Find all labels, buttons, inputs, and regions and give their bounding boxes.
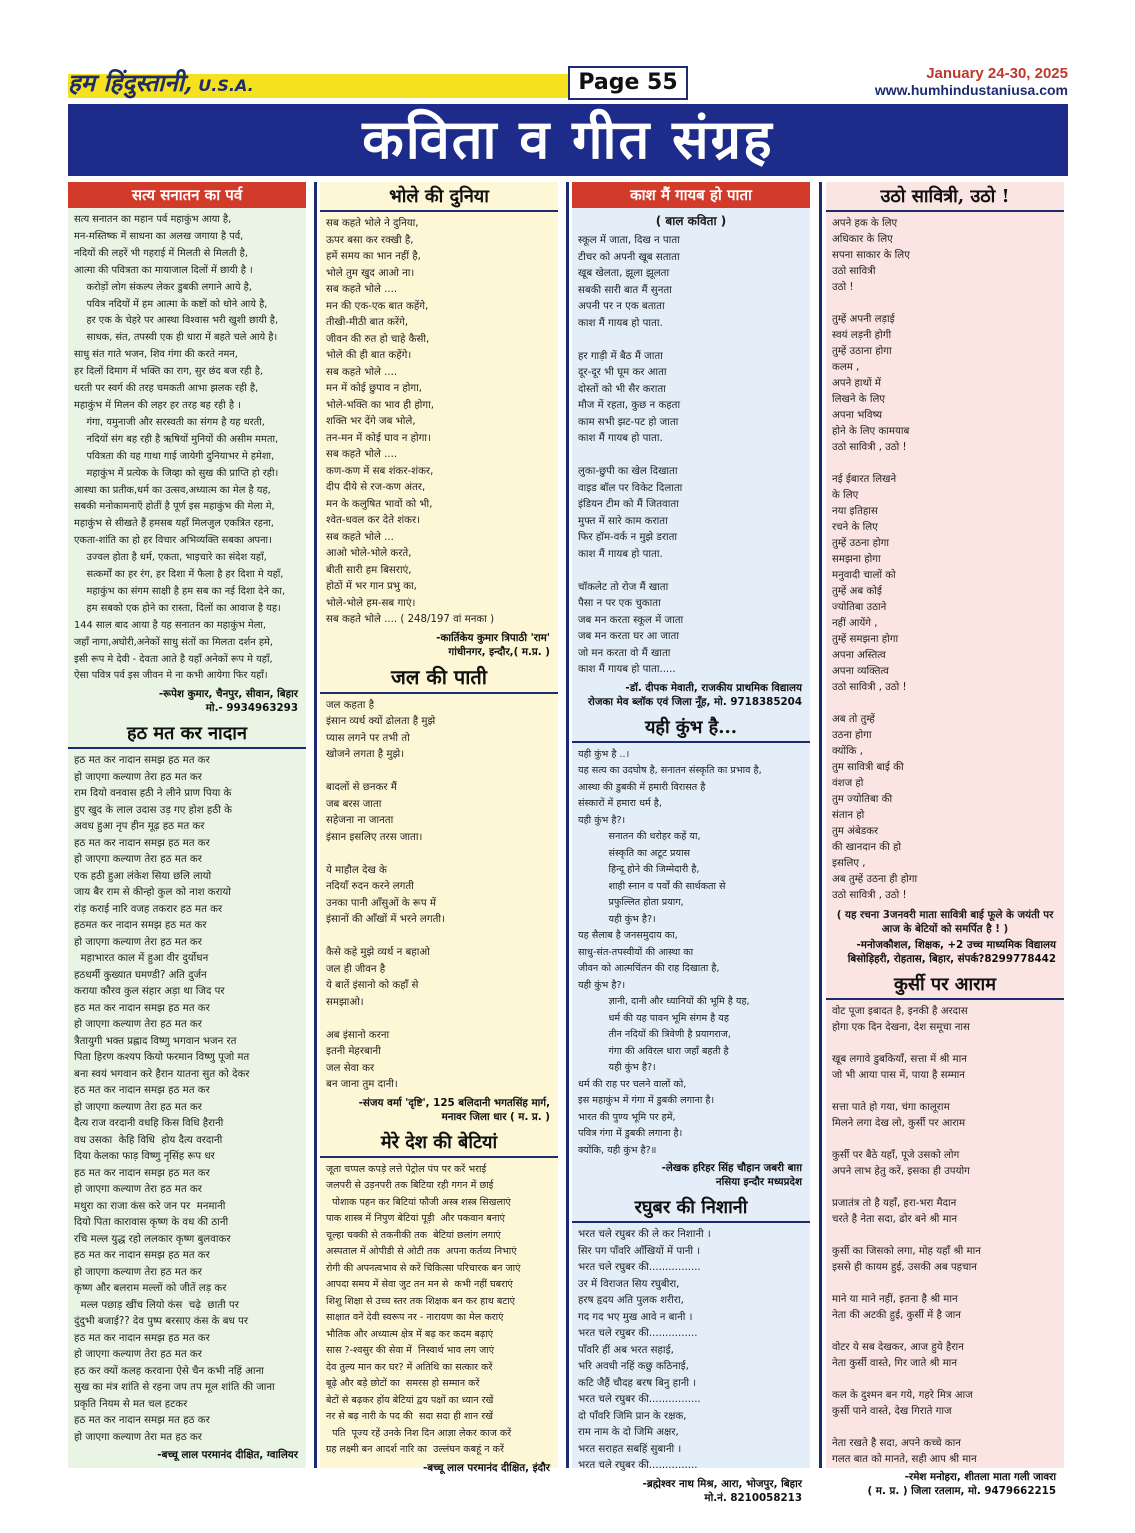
- poem-title: सत्य सनातन का पर्व: [68, 182, 306, 208]
- poem-text: भरत चले रघुबर की ले कर निशानी । सिर पग पाँवरि आँखियों में पानी । भरत चले रघुबर की................ उर में विराजत सिय रघुबीरा, हरष हृदय अति पुलक शरीरा, गद गद भए मुख आवे न बानी । भरत चले रघुबर की............... पाँवरि हीं अब भरत सहाई, भरि अवधी नहिं कछु कठिनाई, कटि जैहैं चौदह बरष बिनु हानी । भरत चले रघुबर की................ दो पाँवरि जिमि प्रान के रक्षक, राम नाम के दो जिमि अक्षर, भरत सराहत सबहिं सुबानी । भरत चले रघुबर की...............: [578, 1229, 711, 1471]
- poem-author: -संजय वर्मा 'दृष्टि', 125 बलिदानी भगतसिंह मार्ग, मनावर जिला धार ( म. प्र. ): [358, 1096, 550, 1123]
- poem-title: रघुबर की निशानी: [572, 1193, 810, 1223]
- poem-text: स्कूल में जाता, दिख न पाता टीचर को अपनी खूब सताता खूब खेलता, झूला झूलता सबकी सारी बात मैं सुनता अपनी पर न एक बताता काश मैं गायब हो पाता. हर गाड़ी में बैठ मैं जाता दूर-दूर भी घूम कर आता दोस्तों को भी सैर कराता मौज में रहता, कुछ न कहता काम सभी झट-पट हो जाता काश मैं गायब हो पाता. लुका-छुपी का खेल दिखाता वाइड बॉल पर विकेट दिलाता इंडियन टीम को मैं जितवाता मुफ्त में सारे काम कराता फिर हॉम-वर्क न मुझे डराता काश मैं गायब हो पाता. चॉकलेट तो रोज मैं खाता पैसा न पर एक चुकाता जब मन करता स्कूल में जाता जब मन करता घर आ जाता जो मन करता वो मैं खाता काश मैं गायब हो पाता.....: [578, 235, 684, 675]
- column-divider: [819, 182, 822, 1468]
- poem-text: यही कुंभ है ..। यह सत्य का उदघोष है, सनातन संस्कृति का प्रभाव है, आस्था की डुबकी में हमारी विरासत है संस्कारों में हमारा धर्म है, यही कुंभ है?। सनातन की धरोहर कहें या, संस्कृति का अटूट प्रयास हिन्दू होने की जिम्मेदारी है, शाही स्नान व पर्वों की सार्थकता से प्रफुल्लित होता प्रयाग, यही कुंभ है?। यह सैलाब है जनसमुदाय का, साधु-संत-तपस्वीयों की आस्था का जीवन को आत्मचिंतन की राह दिखाता है, यही कुंभ है?। ज्ञानी, दानी और ध्यानियों की भूमि है यह, धर्म की यह पावन भूमि संगम है यह तीन नदियों की त्रिवेणी है प्रयागराज, गंगा की अविरल धारा जहाँ बहती है यही कुंभ है?। धर्म की राह पर चलने वालों को, इस महाकुंभ में गंगा में डुबकी लगाना है। भारत की पुण्य भूमि पर हमें, पवित्र गंगा में डुबकी लगाना है। क्योंकि, यही कुंभ है?॥: [578, 748, 762, 1156]
- column-2: [320, 182, 558, 1474]
- brand-name: [68, 66, 254, 103]
- masthead: [68, 66, 1068, 100]
- poem-title: भोले की दुनिया: [320, 182, 558, 212]
- poem-text: अपने हक के लिए अधिकार के लिए सपना साकार के लिए उठो सावित्री उठो ! तुम्हें अपनी लड़ाई स्वयं लड़नी होगी तुम्हें उठाना होगा कलम , अपने हाथों में लिखने के लिए अपना भविष्य होने के लिए कामयाब उठो सावित्री , उठो ! नई ईबारत लिखने के लिए नया इतिहास रचने के लिए तुम्हें उठना होगा समझना होगा मनुवादी चालों को तुम्हें अब कोई ज्योतिबा उठाने नहीं आयेंगे , तुम्हें समझना होगा अपना अस्तित्व अपना व्यक्तित्व उठो सावित्री , उठो ! अब तो तुम्हें उठना होगा क्योंकि , तुम सावित्री बाई की वंशज हो तुम ज्योतिबा की संतान हो तुम अंबेडकर की खानदान की हो इसलिए , अब तुम्हें उठना ही होगा उठो सावित्री , उठो !: [832, 218, 918, 901]
- column-1: [68, 182, 306, 1468]
- poem-text: जल कहता है इंसान व्यर्थ क्यों ढोलता है मुझे प्यास लगने पर तभी तो खोजने लगता है मुझे। बादलों से छनकर मैं जब बरस जाता सहेजना ना जानता इंसान इसलिए तरस जाता। ये माहौल देख के नदियाँ रुदन करने लगती उनका पानी आँसुओं के रूप में इंसानों की आँखों में भरने लगती। कैसे कहे मुझे व्यर्थ न बहाओ जल ही जीवन है ये बातें इंसानो को कहाँ से समझाओ। अब इंसानो करना इतनी मेहरबानी जल सेवा कर बन जाना तुम दानी।: [326, 699, 445, 1090]
- poem-author: -लेखक हरिहर सिंह चौहान जबरी बाग़ नसिया इन्दौर मध्यप्रदेश: [661, 1162, 802, 1188]
- section-banner: कविता व गीत संग्रह: [68, 104, 1068, 176]
- dateline: [875, 66, 1068, 98]
- poem-title: यही कुंभ है...: [572, 713, 810, 743]
- poem-text: वोट पूजा इबादत है, इनकी है अरदास होगा एक दिन देखना, देश समूचा नास खूब लगावे डुबकियाँ, सत्ता में श्री मान जो भी आया पास में, पाया है सम्मान सत्ता पाते हो गया, चंगा कालूराम मिलने लगा देख लो, कुर्सी पर आराम कुर्सी पर बैठे यहाँ, पूजे उसको लोग अपने लाभ हेतु करें, इसका ही उपयोग प्रजातंत्र तो है यहाँ, हरा-भरा मैदान चरते है नेता सदा, ढोर बने श्री मान कुर्सी का जिसको लगा, मोह यहाँ श्री मान इससे ही कायम हुई, उसकी अब पहचान माने या माने नहीं, इतना है श्री मान नेता की अटकी हुई, कुर्सी में है जान वोटर ये सब देखकर, आज हुये हैरान नेता कुर्सी वास्ते, गिर जाते श्री मान कल के दुश्मन बन गये, गहरे मित्र आज कुर्सी पाने वास्ते, देख गिराते गाज नेता रखते है सदा, अपने कच्चे कान गलत बात को मानते, सही आप श्री मान: [832, 1006, 981, 1465]
- website-link[interactable]: www.humhindustaniusa.com: [874, 82, 1068, 98]
- poem-subtitle: ( बाल कविता ): [655, 214, 727, 228]
- poem-author: -रमेश मनोहरा, शीतला माता गली जावरा ( म. प्र. ) जिला रतलाम, मो. 9479662215: [867, 1471, 1056, 1497]
- brand-title: हम हिंदुस्तानी,: [68, 68, 193, 97]
- column-divider: [314, 182, 317, 1468]
- poem-author: -रूपेश कुमार, चैनपुर, सीवान, बिहार मो.- 9934963293: [158, 688, 298, 715]
- poem-note: ( यह रचना 3जनवरी माता सावित्री बाई फूले के जयंती पर आज के बेटियों को समर्पित है ! ): [836, 909, 1054, 935]
- poem-author: -बच्चू लाल परमानंद दीक्षित, ग्वालियर: [157, 1449, 298, 1462]
- poem-title: जल की पाती: [320, 661, 558, 694]
- poem-text: सत्य सनातन का महान पर्व महाकुंभ आया है, मन-मस्तिष्क में साधना का अलख जगाया है पर्व, नदियों की लहरें भी गहराई में मिलती से मिलती है, आत्मा की पवित्रता का मायाजाल दिलों में छायी है । करोड़ों लोग संकल्प लेकर डुबकी लगाने आये है, पवित्र नदियों में हम आत्मा के कष्टों को धोने आये है, हर एक के चेहरे पर आस्था विश्वास भरी खुशी छायी है, साधक, संत, तपस्वी एक ही धारा में बहते चले आये है। साधु संत गाते भजन, शिव गंगा की करते नमन, हर दिलों दिमाग में भक्ति का राग, सुर छंद बज रही है, धरती पर स्वर्ग की तरह चमकती आभा झलक रही है, महाकुंभ में मिलन की लहर हर तरह बह रही है । गंगा, यमुनाजी और सरस्वती का संगम है यह धरती, नदियों संग बह रही है ऋषियों मुनियों की असीम ममता, पवित्रता की यह गाथा गाई जायेगी दुनियाभर मे हमेशा, महाकुंभ में प्रत्येक के जिव्हा को सुख की प्राप्ति हो रही। आस्था का प्रतीक,धर्म का उत्सव,अध्यात्म का मेल है यह, सबकी मनोकामनाएँ होतीं है पूर्ण इस महाकुंभ की मेला मे, महाकुंभ से सीखते हैं हमसब यहाँ मिलजुल एकत्रित रहना, एकता-शांति का हो हर विचार अभिव्यक्ति सबका अपना। उज्वल होता है धर्म, एकता, भाइचारे का संदेश यहाँ, सत्कर्मों का हर रंग, हर दिशा में फैला है हर दिशा मे यहाँ, महाकुंभ का संगम साक्षी है हम सब का नई दिशा देने का, हम सबको एक होने का रास्ता, दिलों का आवाज है यह। 144 साल बाद आया है यह सनातन का महाकुंभ मेला, जहाँ नागा,अघोरी,अनेकों साधु संतों का मिलता दर्शन हमे, इसी रूप मे देवी - देवता आते है यहाँ अनेकों रूप मे यहाँ, ऐसा पवित्र पर्व इस जीवन मे ना कभी आयेगा फिर यहाँ।: [74, 214, 286, 682]
- poem-title: मेरे देश की बेटियां: [320, 1128, 558, 1158]
- poem-title: काश मैं गायब हो पाता: [572, 182, 810, 208]
- poem-author: -कार्तिकेय कुमार त्रिपाठी 'राम' गांधीनगर, इन्दौर,( म.प्र. ): [436, 631, 550, 658]
- poem-author: -डॉ. दीपक मेवाती, राजकीय प्राथमिक विद्यालय रोजका मेव ब्लॉक एवं जिला नूँह, मो. 9718385204: [587, 681, 802, 708]
- poem-author: -ब्रह्मेश्वर नाथ मिश्र, आरा, भोजपुर, बिहार मो.नं. 8210058213: [642, 1477, 802, 1504]
- issue-date: January 24-30, 2025: [926, 65, 1068, 82]
- poem-author: -बच्चू लाल परमानंद दीक्षित, इंदौर: [423, 1461, 550, 1474]
- column-4: [826, 182, 1064, 1497]
- poem-text: सब कहते भोले ने दुनिया, ऊपर बसा कर रक्खी है, हमें समय का भान नहीं है, भोले तुम खुद आओ ना। सब कहते भोले .... मन की एक-एक बात कहेंगे, तीखी-मीठी बात करेंगे, जीवन की रुत हो चाहे कैसी, भोले की ही बात कहेंगे। सब कहते भोले .... मन में कोई छुपाव न होगा, भोले-भक्ति का भाव ही होगा, शक्ति भर देंगे जब भोले, तन-मन में कोई घाव न होगा। सब कहते भोले .... कण-कण में सब शंकर-शंकर, दीप दीये से रज-कण अंतर, मन के कलुषित भावों को भी, श्वेत-धवल कर देते शंकर। सब कहते भोले ... आओ भोले-भोले करते, बीती सारी हम बिसराएं, होठों में भर गान प्रभु का, भोले-भोले हम-सब गाएं। सब कहते भोले .... ( 248/197 वां मनका ): [326, 218, 495, 625]
- poem-text: जूता चप्पल कपड़े लत्ते पेट्रोल पंप पर करें भराई जलपरी से उड़नपरी तक बिटिया रही गगन में छाई पोशाक पहन कर बिटियां फौजी अस्त्र शस्त्र सिखलाएं पाक शास्त्र में निपुण बेटियां पूड़ी और पकवान बनाएं चूल्हा चक्की से तकनीकी तक बेटियां छलांग लगाएं अस्पताल में ओपीडी से ओटी तक अपना कर्तव्य निभाएं रोगी की अपनत्वभाव से करें चिकित्सा परिचारक बन जाएं आपदा समय में सेवा जुट तन मन से कभी नहीं घबराएं शिशु शिक्षा से उच्च स्तर तक शिक्षक बन कर हाथ बटाएं साक्षात वनें देवी स्वरूप नर - नारायण का मेल कराएं भौतिक और अध्यात्म क्षेत्र में बढ़ कर कदम बढ़ाएं सास ?-श्वसुर की सेवा में निस्वार्थ भाव लग जाएं देव तुल्य मान कर घर? में अतिथि का सत्कार करें बूढ़े और बड़े छोटों का समरस हो सम्मान करें बेटों से बढ़कर होंय बेटियां द्वय पक्षों का ध्यान रखें नर से बढ़ नारी के पद की सदा सदा ही शान रखें पति पूज्य रहें उनके निश दिन आज्ञा लेकर काज करें ग्रह लक्ष्मी बन आदर्श नारि का उल्लंघन कबहूं न करें: [326, 1163, 521, 1455]
- poem-text: हठ मत कर नादान समझ हठ मत कर हो जाएगा कल्याण तेरा हठ मत कर राम दियो वनवास हठी ने लीने प्राण पिया के हुए खुद के लाल उदास उड़ गए होश हठी के अवध हुआ नृप हीन मूढ़ हठ मत कर हठ मत कर नादान समझ हठ मत कर हो जाएगा कल्याण तेरा हठ मत कर एक हठी हुआ लंकेश सिया छलि लायो जाय बैर राम से कीन्हो कुल को नाश करायो रांड़ कराई नारि वजह तकरार हठ मत कर हठमत कर नादान समझ हठ मत कर हो जाएगा कल्याण तेरा हठ मत कर महाभारत काल में हुआ वीर दुर्योधन हठधर्मी कुख्यात घमण्डी? अति दुर्जन कराया कौरव कुल संहार अड़ा था जिद पर हठ मत कर नादान समझ हठ मत कर हो जाएगा कल्याण तेरा हठ मत कर त्रैतायुगी भक्त प्रह्लाद विष्णु भगवान भजन रत पिता हिरण कश्यप कियो फरमान विष्णु पूजो मत बना स्वयं भगवान करे हैरान यातना सुत को देकर हठ मत कर नादान समझ हठ मत कर हो जाएगा कल्याण तेरा हठ मत कर दैत्य राज वरदानी वधहि किस विधि हैरानी वध उसका केहि विधि होय दैत्य वरदानी दिया केलका फाड़ विष्णु नृसिंह रूप धर हठ मत कर नादान समझ हठ मत कर हो जाएगा कल्याण तेरा हठ मत कर मथुरा का राजा कंस करे जन पर मनमानी दियो पिता कारावास कृष्ण के वध की ठानी रचि मल्ल युद्ध रहो ललकार कृष्ण बुलवाकर हठ मत कर नादान समझ हठ मत कर हो जाएगा कल्याण तेरा हठ मत कर कृष्ण और बलराम मल्लों को जीतें लड़ कर मल्ल पछाड़ खींच लियो कंस चढ़े छाती पर दुंदुभी बजाई?? देव पुष्प बरसाए कंस के बध पर हठ मत कर नादान समझ हठ मत कर हो जाएगा कल्याण तेरा हठ मत कर हठ कर क्यों कलह करवाना ऐसे चैन कभी नहिं आना सुख का मंत्र शांति से रहना जप तप मूल शांति की जाना प्रकृति नियम से मत चल हटकर हठ मत कर नादान समझ मत हठ कर हो जाएगा कल्याण तेरा मत हठ कर: [74, 755, 275, 1443]
- poem-title: उठो सावित्री, उठो !: [826, 182, 1064, 212]
- poem-title: हठ मत कर नादान: [68, 719, 306, 749]
- page-number: Page 55: [568, 66, 688, 100]
- brand-suffix: U.S.A.: [198, 76, 254, 95]
- column-3: [572, 182, 810, 1504]
- column-divider: [566, 182, 569, 1468]
- poem-author: -मनोजकौशल, शिक्षक, +2 उच्च माध्यमिक विद्यालय बिसोड़िहरी, रोहतास, बिहार, संपर्क?8299778442: [847, 939, 1056, 965]
- poem-title: कुर्सी पर आराम: [826, 970, 1064, 1000]
